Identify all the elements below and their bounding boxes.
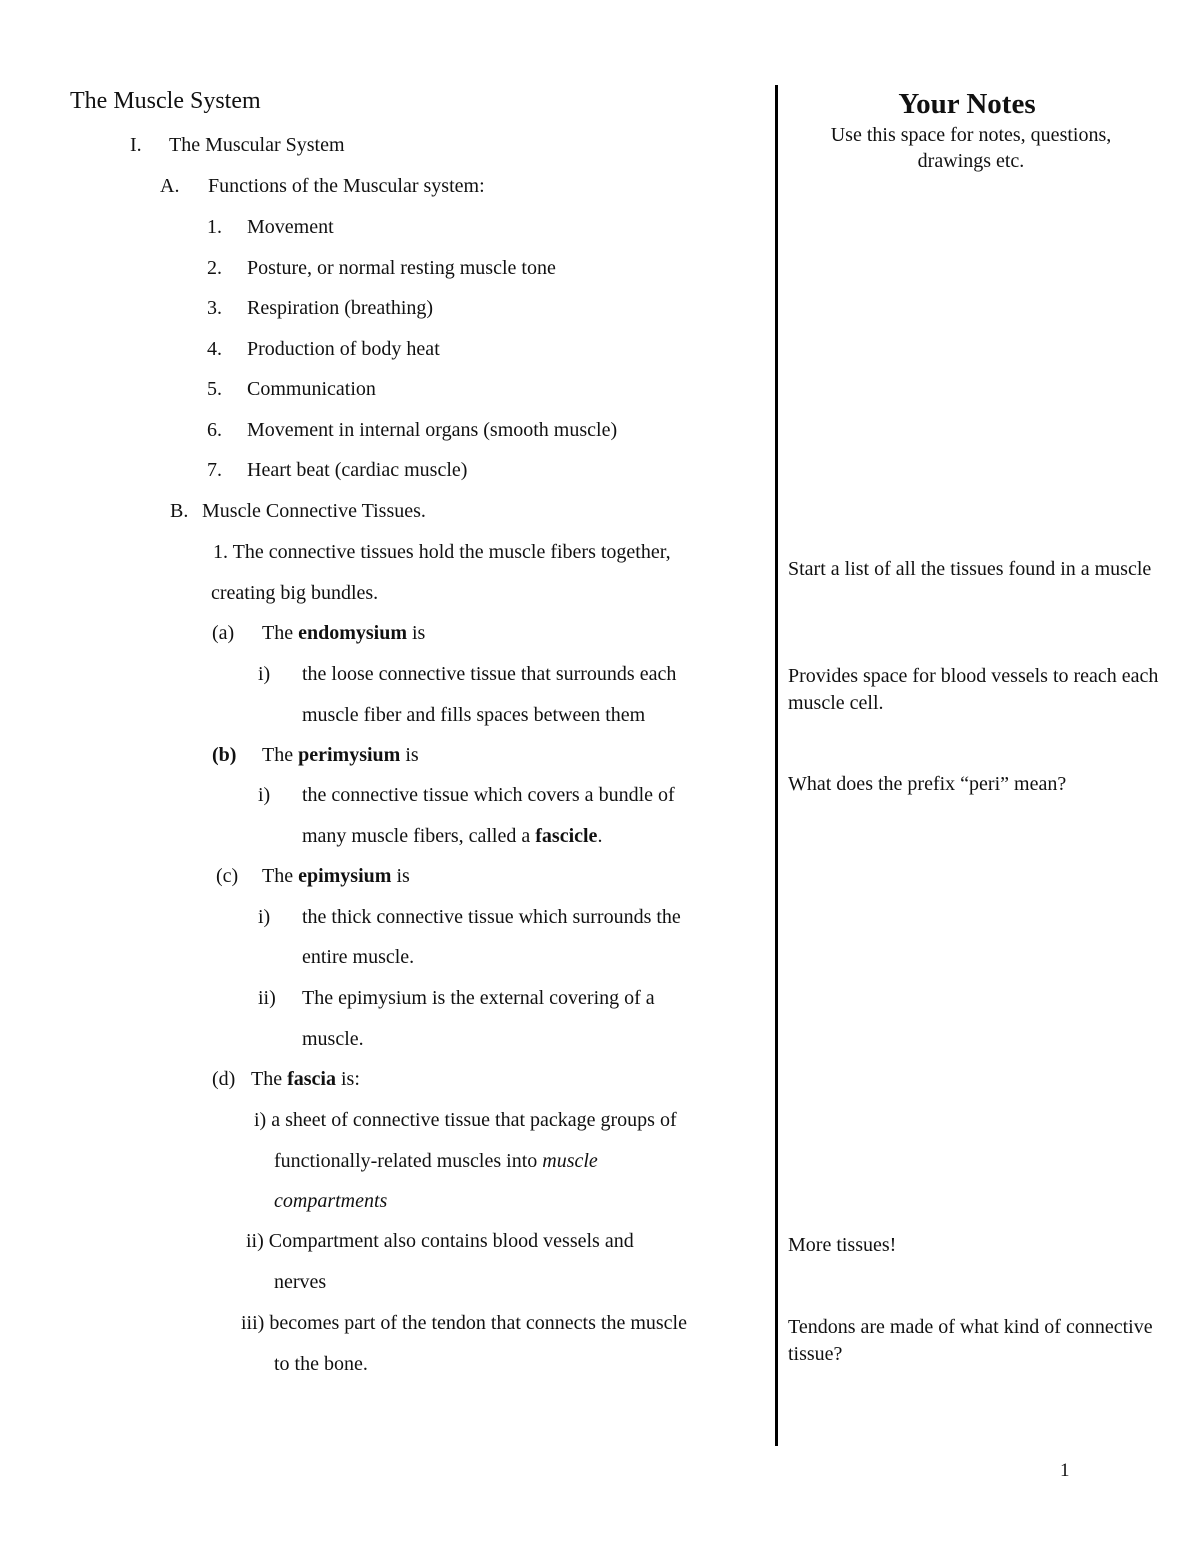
section-b-letter: B.: [170, 500, 189, 522]
item-d-heading: The fascia is:: [251, 1068, 360, 1090]
item-b-i-text: many muscle fibers, called a fascicle.: [302, 825, 603, 847]
term-muscle-compartments: muscle: [542, 1150, 598, 1172]
function-item: Respiration (breathing): [247, 297, 434, 319]
function-number: 7.: [207, 459, 222, 481]
item-d-ii-text: ii) Compartment also contains blood vessels and: [246, 1230, 634, 1252]
function-number: 3.: [207, 297, 222, 319]
item-c-ii-text: muscle.: [302, 1028, 364, 1050]
item-a-i-text: muscle fiber and fills spaces between them: [302, 704, 646, 726]
notes-subtitle-line: Use this space for notes, questions,: [830, 124, 1112, 146]
function-number: 6.: [207, 419, 222, 441]
margin-note: Tendons are made of what kind of connective tissue?: [788, 1316, 1153, 1365]
item-a-i-marker: i): [258, 663, 271, 685]
item-d-iii-text: iii) becomes part of the tendon that connects the muscle: [241, 1312, 687, 1334]
b1-text-line: 1. The connective tissues hold the muscle fibers together,: [213, 541, 671, 563]
item-d-iii-text: to the bone.: [274, 1353, 368, 1375]
function-item: Production of body heat: [247, 338, 440, 360]
column-divider: [775, 85, 778, 1446]
notes-title: Your Notes: [898, 88, 1036, 120]
term-fascia: fascia: [287, 1068, 336, 1090]
term-endomysium: endomysium: [298, 622, 407, 644]
item-a-marker: (a): [212, 622, 235, 644]
item-b-i-marker: i): [258, 784, 271, 806]
page-number: 1: [1060, 1460, 1070, 1481]
item-d-marker: (d): [212, 1068, 236, 1090]
item-b-heading: The perimysium is: [262, 744, 419, 766]
item-c-i-marker: i): [258, 906, 271, 928]
item-b-marker: (b): [212, 744, 237, 766]
item-c-heading: The epimysium is: [262, 865, 410, 887]
b1-text-line: creating big bundles.: [211, 582, 379, 604]
section-i-number: I.: [130, 134, 142, 156]
function-item: Posture, or normal resting muscle tone: [247, 257, 556, 279]
function-number: 5.: [207, 378, 222, 400]
item-d-ii-text: nerves: [274, 1271, 327, 1293]
function-number: 2.: [207, 257, 222, 279]
margin-note: What does the prefix “peri” mean?: [788, 773, 1067, 795]
term-epimysium: epimysium: [298, 865, 392, 887]
item-d-i-text: compartments: [274, 1190, 388, 1212]
item-c-ii-text: The epimysium is the external covering of a: [302, 987, 655, 1009]
margin-note: Start a list of all the tissues found in a muscle: [788, 558, 1152, 580]
function-item: Communication: [247, 378, 376, 400]
section-a-heading: Functions of the Muscular system:: [208, 175, 485, 197]
term-fascicle: fascicle: [535, 825, 598, 847]
item-c-marker: (c): [216, 865, 239, 887]
term-perimysium: perimysium: [298, 744, 401, 766]
item-b-i-text: the connective tissue which covers a bundle of: [302, 784, 675, 806]
item-a-heading: The endomysium is: [262, 622, 426, 644]
section-a-letter: A.: [160, 175, 180, 197]
item-d-i-text: i) a sheet of connective tissue that package groups of: [254, 1109, 677, 1131]
function-item: Heart beat (cardiac muscle): [247, 459, 468, 481]
function-item: Movement in internal organs (smooth muscle): [247, 419, 618, 441]
item-c-i-text: entire muscle.: [302, 946, 415, 968]
margin-note: More tissues!: [788, 1234, 897, 1256]
section-b-heading: Muscle Connective Tissues.: [202, 500, 426, 522]
function-number: 4.: [207, 338, 222, 360]
margin-note: Provides space for blood vessels to reach each muscle cell.: [788, 665, 1159, 714]
function-number: 1.: [207, 216, 222, 238]
item-c-ii-marker: ii): [258, 987, 276, 1009]
function-item: Movement: [247, 216, 334, 238]
notes-subtitle-line: drawings etc.: [917, 150, 1025, 172]
section-i-heading: The Muscular System: [169, 134, 345, 156]
item-a-i-text: the loose connective tissue that surrounds each: [302, 663, 677, 685]
document-title: The Muscle System: [70, 88, 261, 114]
item-c-i-text: the thick connective tissue which surrounds the: [302, 906, 681, 928]
item-d-i-text: functionally-related muscles into muscle: [274, 1150, 598, 1172]
